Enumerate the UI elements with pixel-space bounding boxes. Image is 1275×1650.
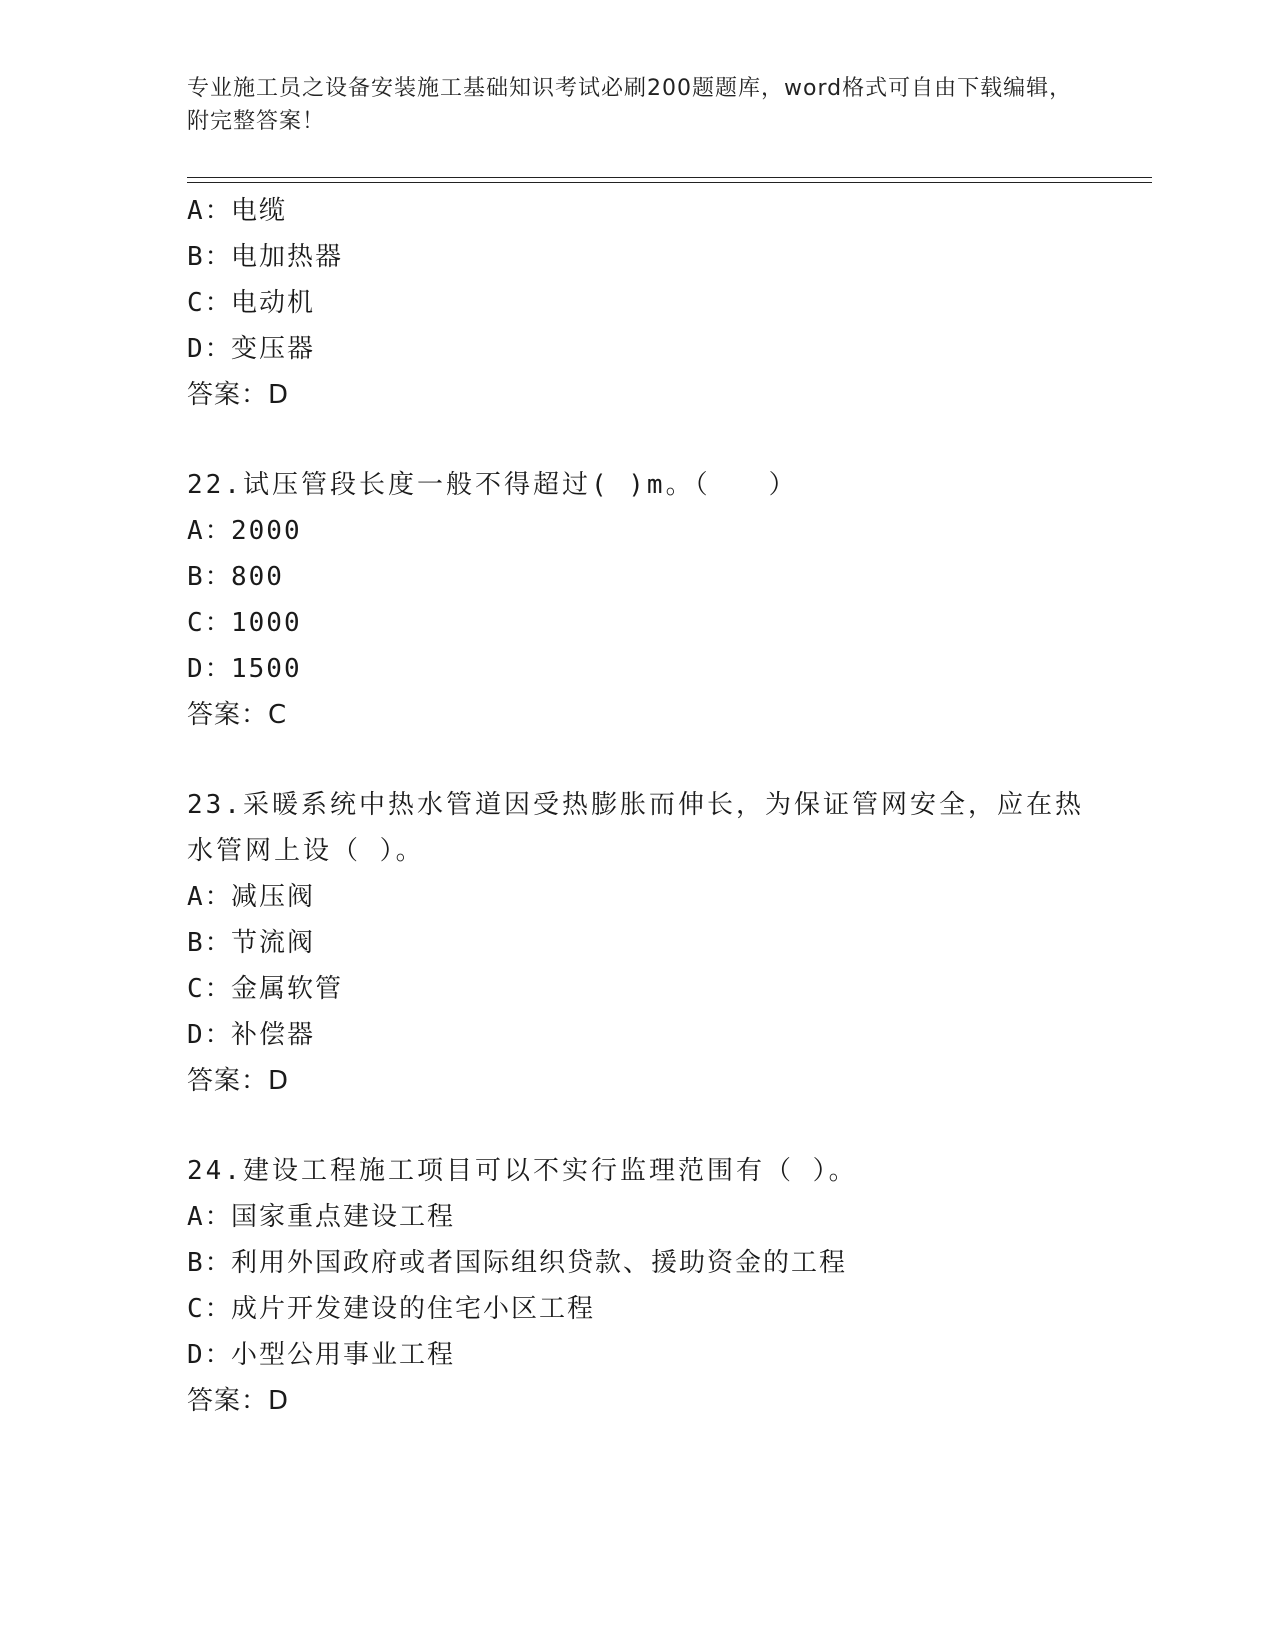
answer-line: 答案：D <box>187 1386 290 1416</box>
option-letter: C： <box>187 1294 233 1324</box>
option-letter: C： <box>187 608 233 638</box>
option-text: 1500 <box>231 654 302 684</box>
option-c <box>187 966 1167 1012</box>
option-text: 成片开发建设的住宅小区工程 <box>231 1294 596 1324</box>
option-d <box>187 326 1167 372</box>
question-list <box>187 188 1167 1424</box>
option-letter: B： <box>187 1248 233 1278</box>
option-text: 节流阀 <box>231 928 316 958</box>
option-b <box>187 554 1167 600</box>
spacer <box>187 738 1167 782</box>
option-letter: B： <box>187 928 233 958</box>
option-c <box>187 280 1167 326</box>
option-letter: A： <box>187 196 233 226</box>
question-text: 23.采暖系统中热水管道因受热膨胀而伸长，为保证管网安全，应在热水管网上设（ ）。 <box>187 790 1084 866</box>
option-b <box>187 920 1167 966</box>
question-block-24 <box>187 1148 1167 1424</box>
question-block-23 <box>187 782 1167 1104</box>
header-divider-bottom <box>187 182 1152 183</box>
option-a <box>187 1194 1167 1240</box>
option-c <box>187 600 1167 646</box>
option-letter: A： <box>187 1202 233 1232</box>
option-text: 利用外国政府或者国际组织贷款、援助资金的工程 <box>231 1248 848 1278</box>
option-letter: D： <box>187 334 233 364</box>
option-text: 金属软管 <box>231 974 344 1004</box>
document-header: 专业施工员之设备安装施工基础知识考试必刷200题题库，word格式可自由下载编辑，附完整答案！ <box>187 76 1073 134</box>
option-b <box>187 234 1167 280</box>
option-text: 2000 <box>231 516 302 546</box>
spacer <box>187 418 1167 462</box>
option-text: 电加热器 <box>231 242 344 272</box>
option-text: 补偿器 <box>231 1020 316 1050</box>
option-text: 减压阀 <box>231 882 316 912</box>
option-a <box>187 188 1167 234</box>
header-divider-top <box>187 177 1152 178</box>
spacer <box>187 1104 1167 1148</box>
option-text: 1000 <box>231 608 302 638</box>
option-d <box>187 646 1167 692</box>
option-text: 国家重点建设工程 <box>231 1202 456 1232</box>
option-letter: D： <box>187 654 233 684</box>
question-block-21 <box>187 188 1167 418</box>
question-text: 24.建设工程施工项目可以不实行监理范围有（ ）。 <box>187 1156 858 1186</box>
question-block-22 <box>187 462 1167 738</box>
option-d <box>187 1332 1167 1378</box>
option-a <box>187 508 1167 554</box>
option-text: 电缆 <box>231 196 288 226</box>
question-text: 22.试压管段长度一般不得超过( )m。（ ） <box>187 470 798 500</box>
option-b <box>187 1240 1167 1286</box>
option-text: 电动机 <box>231 288 316 318</box>
answer-line: 答案：D <box>187 380 290 410</box>
option-text: 小型公用事业工程 <box>231 1340 456 1370</box>
option-letter: A： <box>187 516 233 546</box>
option-letter: C： <box>187 288 233 318</box>
option-letter: D： <box>187 1340 233 1370</box>
option-text: 变压器 <box>231 334 316 364</box>
option-text: 800 <box>231 562 284 592</box>
option-letter: B： <box>187 562 233 592</box>
option-letter: D： <box>187 1020 233 1050</box>
option-d <box>187 1012 1167 1058</box>
option-c <box>187 1286 1167 1332</box>
option-a <box>187 874 1167 920</box>
option-letter: C： <box>187 974 233 1004</box>
answer-line: 答案：C <box>187 700 288 730</box>
option-letter: B： <box>187 242 233 272</box>
answer-line: 答案：D <box>187 1066 290 1096</box>
option-letter: A： <box>187 882 233 912</box>
